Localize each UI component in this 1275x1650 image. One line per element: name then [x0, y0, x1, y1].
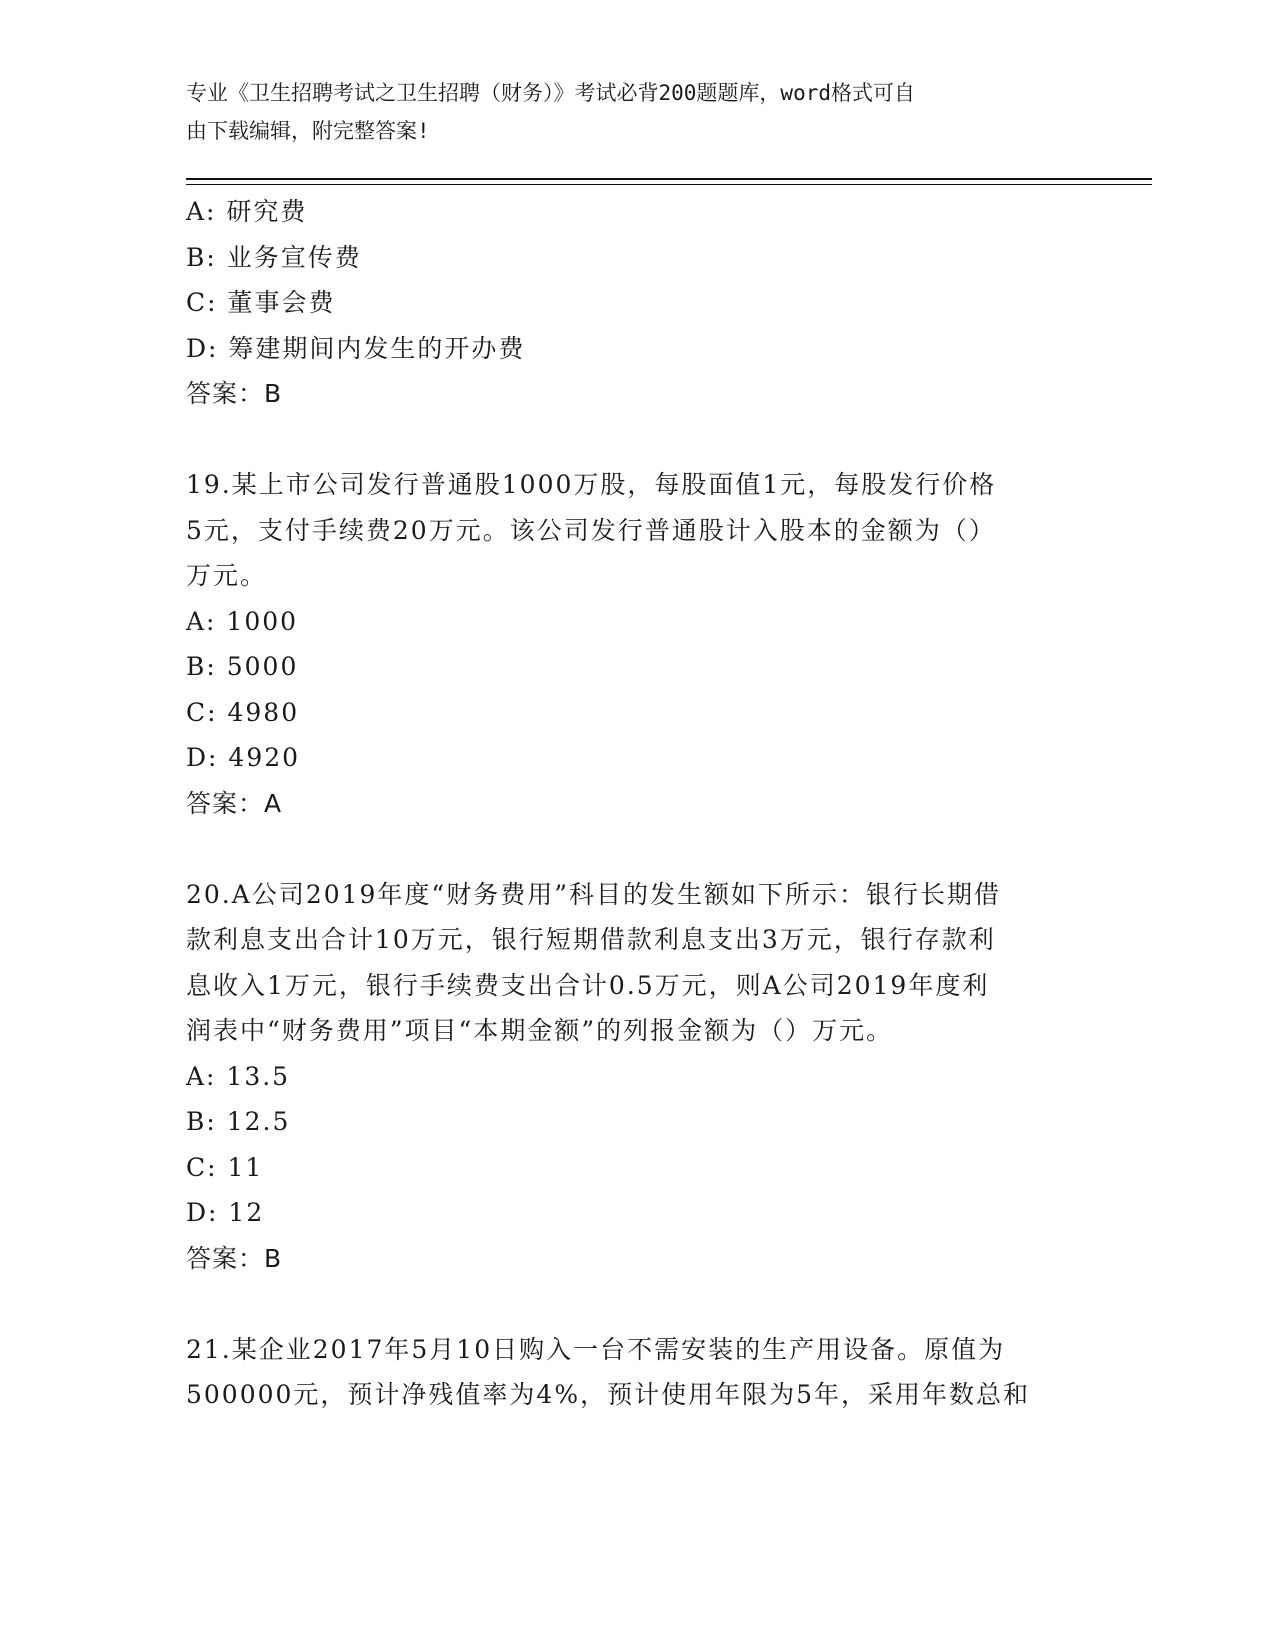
option-d: D: 12 [186, 1198, 265, 1227]
option-d: D: 4920 [186, 743, 301, 772]
spacer [186, 417, 1086, 463]
option-b: B: 12.5 [186, 1107, 291, 1136]
option-a: A: 研究费 [186, 197, 308, 226]
question-text-line: 万元。 [186, 561, 268, 590]
header-rule-thin [186, 184, 1152, 185]
answer: 答案：B [186, 1243, 283, 1273]
option-a: A: 1000 [186, 606, 299, 636]
option-c: C: 董事会费 [186, 288, 336, 317]
question-text-line: 款利息支出合计10万元，银行短期借款利息支出3万元，银行存款利 [186, 925, 996, 954]
question-text-line: 21.某企业2017年5月10日购入一台不需安装的生产用设备。原值为 [186, 1334, 1006, 1364]
option-a: A: 13.5 [186, 1061, 291, 1091]
question-18 [186, 189, 1086, 417]
question-text-line: 20.A公司2019年度“财务费用”科目的发生额如下所示：银行长期借 [186, 879, 1001, 909]
option-c: C: 11 [186, 1152, 264, 1182]
question-text-line: 500000元，预计净残值率为4%，预计使用年限为5年，采用年数总和 [186, 1380, 1031, 1409]
question-text-line: 5元，支付手续费20万元。该公司发行普通股计入股本的金额为（） [186, 515, 996, 545]
document-header [186, 74, 1066, 150]
header-rule-thick [186, 178, 1152, 180]
question-21 [186, 1327, 1086, 1418]
question-20 [186, 872, 1086, 1282]
option-b: B: 5000 [186, 652, 299, 681]
header-line-1: 专业《卫生招聘考试之卫生招聘（财务）》考试必背200题题库，word格式可自 [186, 81, 915, 105]
option-b: B: 业务宣传费 [186, 242, 362, 272]
spacer [186, 1281, 1086, 1327]
option-c: C: 4980 [186, 697, 300, 727]
question-text-line: 息收入1万元，银行手续费支出合计0.5万元，则A公司2019年度利 [186, 970, 990, 1000]
document-content [186, 189, 1086, 1418]
question-text-line: 19.某上市公司发行普通股1000万股，每股面值1元，每股发行价格 [186, 470, 997, 499]
question-text-line: 润表中“财务费用”项目“本期金额”的列报金额为（）万元。 [186, 1016, 894, 1045]
answer: 答案：A [186, 788, 283, 818]
answer: 答案：B [186, 379, 283, 408]
option-d: D: 筹建期间内发生的开办费 [186, 333, 526, 363]
question-19 [186, 462, 1086, 826]
spacer [186, 826, 1086, 872]
header-line-2: 由下载编辑，附完整答案! [186, 119, 430, 143]
